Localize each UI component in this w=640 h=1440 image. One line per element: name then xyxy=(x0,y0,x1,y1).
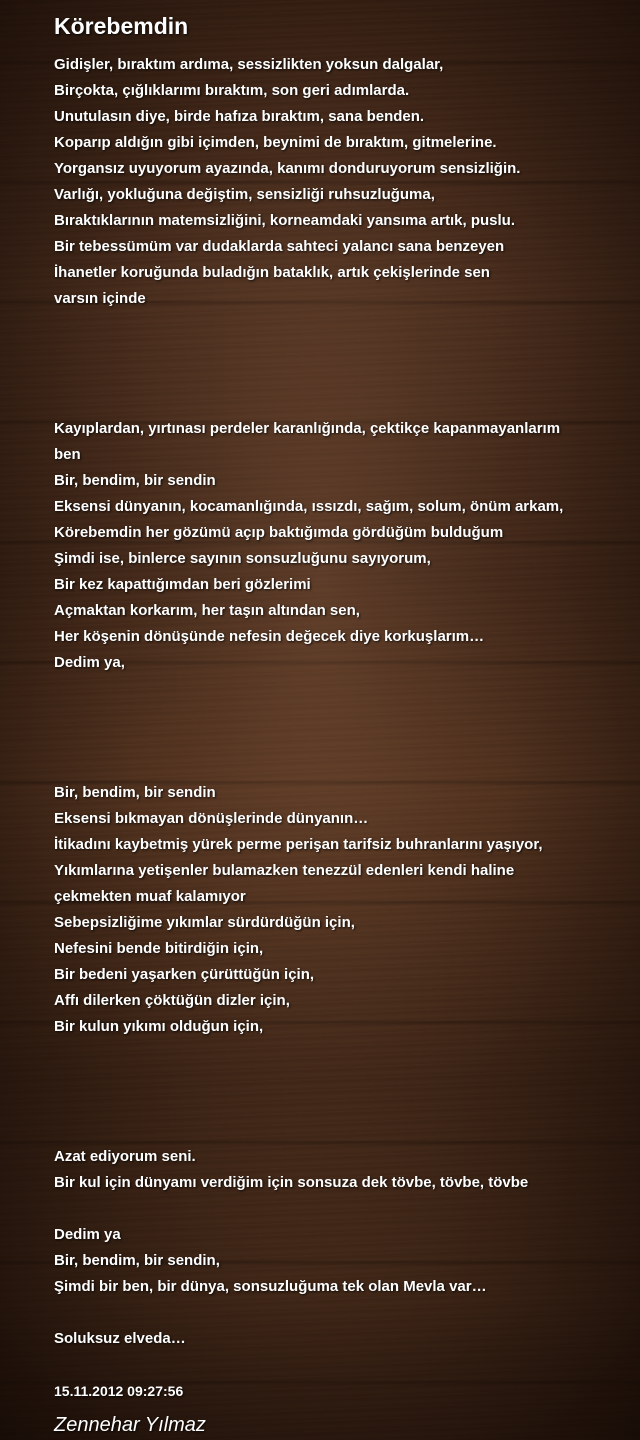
stanza-1 xyxy=(54,52,614,312)
poem-line: Soluksuz elveda… xyxy=(54,1330,186,1347)
poem-line: Yorgansız uyuyorum ayazında, kanımı donduruyorum sensizliğin. xyxy=(54,160,521,177)
stanza-4 xyxy=(54,1144,614,1196)
poem-line: Gidişler, bıraktım ardıma, sessizlikten yoksun dalgalar, xyxy=(54,56,444,73)
poem-line: Bıraktıklarının matemsizliğini, korneamdaki yansıma artık, puslu. xyxy=(54,212,515,229)
poem-line: varsın içinde xyxy=(54,290,146,307)
poem-line: Bir, bendim, bir sendin xyxy=(54,472,216,489)
poem-line: Eksensi bıkmayan dönüşlerinde dünyanın… xyxy=(54,810,369,827)
poem-title: Körebemdin xyxy=(54,13,189,39)
stanza-gap xyxy=(54,1352,614,1378)
poem-line: Eksensi dünyanın, kocamanlığında, ıssızdı, sağım, solum, önüm arkam, xyxy=(54,498,564,515)
poem-line: Dedim ya xyxy=(54,1226,121,1243)
poem-line: Nefesini bende bitirdiğin için, xyxy=(54,940,264,957)
poem-author[interactable]: Zennehar Yılmaz xyxy=(54,1414,206,1436)
poem-line: Dedim ya, xyxy=(54,654,125,671)
poem-date: 15.11.2012 09:27:56 xyxy=(54,1383,184,1399)
stanza-3 xyxy=(54,780,614,1040)
poem-line: Körebemdin her gözümü açıp baktığımda gördüğüm bulduğum xyxy=(54,524,504,541)
poem-line: Unutulasın diye, birde hafıza bıraktım, sana benden. xyxy=(54,108,425,125)
stanza-gap xyxy=(54,1196,614,1222)
poem-page xyxy=(54,10,614,1440)
poem-line: İtikadını kaybetmiş yürek perme perişan tarifsiz buhranlarını yaşıyor, xyxy=(54,836,543,853)
stanza-2 xyxy=(54,416,614,676)
poem-line: Şimdi bir ben, bir dünya, sonsuzluğuma tek olan Mevla var… xyxy=(54,1278,487,1295)
poem-line: Bir kul için dünyamı verdiğim için sonsuza dek tövbe, tövbe, tövbe xyxy=(54,1174,529,1191)
stanza-gap xyxy=(54,1040,614,1144)
poem-line: Yıkımlarına yetişenler bulamazken tenezzül edenleri kendi haline xyxy=(54,862,515,879)
poem-line: Bir tebessümüm var dudaklarda sahteci yalancı sana benzeyen xyxy=(54,238,505,255)
poem-line: Her köşenin dönüşünde nefesin değecek diye korkuşlarım… xyxy=(54,628,485,645)
poem-line: Bir bedeni yaşarken çürüttüğün için, xyxy=(54,966,315,983)
poem-line: Bir kulun yıkımı olduğun için, xyxy=(54,1018,264,1035)
stanza-gap xyxy=(54,1300,614,1326)
poem-line: Kayıplardan, yırtınası perdeler karanlığında, çektikçe kapanmayanlarım xyxy=(54,420,561,437)
poem-line: Koparıp aldığın gibi içimden, beynimi de bıraktım, gitmelerine. xyxy=(54,134,497,151)
poem-line: Bir, bendim, bir sendin, xyxy=(54,1252,220,1269)
poem-line: ben xyxy=(54,446,81,463)
stanza-5 xyxy=(54,1222,614,1300)
poem-line: Sebepsizliğime yıkımlar sürdürdüğün için, xyxy=(54,914,355,931)
poem-line: Bir kez kapattığımdan beri gözlerimi xyxy=(54,576,311,593)
poem-line: Varlığı, yokluğuna değiştim, sensizliği ruhsuzluğuma, xyxy=(54,186,435,203)
stanza-gap xyxy=(54,676,614,780)
poem-line: Birçokta, çığlıklarımı bıraktım, son geri adımlarda. xyxy=(54,82,410,99)
poem-line: Affı dilerken çöktüğün dizler için, xyxy=(54,992,290,1009)
poem-line: Açmaktan korkarım, her taşın altından sen, xyxy=(54,602,360,619)
poem-line: Şimdi ise, binlerce sayının sonsuzluğunu sayıyorum, xyxy=(54,550,431,567)
stanza-gap xyxy=(54,312,614,416)
poem-body xyxy=(54,52,614,1378)
poem-line: Azat ediyorum seni. xyxy=(54,1148,196,1165)
poem-line: İhanetler koruğunda buladığın bataklık, artık çekişlerinde sen xyxy=(54,264,490,281)
poem-line: Bir, bendim, bir sendin xyxy=(54,784,216,801)
stanza-6 xyxy=(54,1326,614,1352)
poem-line: çekmekten muaf kalamıyor xyxy=(54,888,246,905)
